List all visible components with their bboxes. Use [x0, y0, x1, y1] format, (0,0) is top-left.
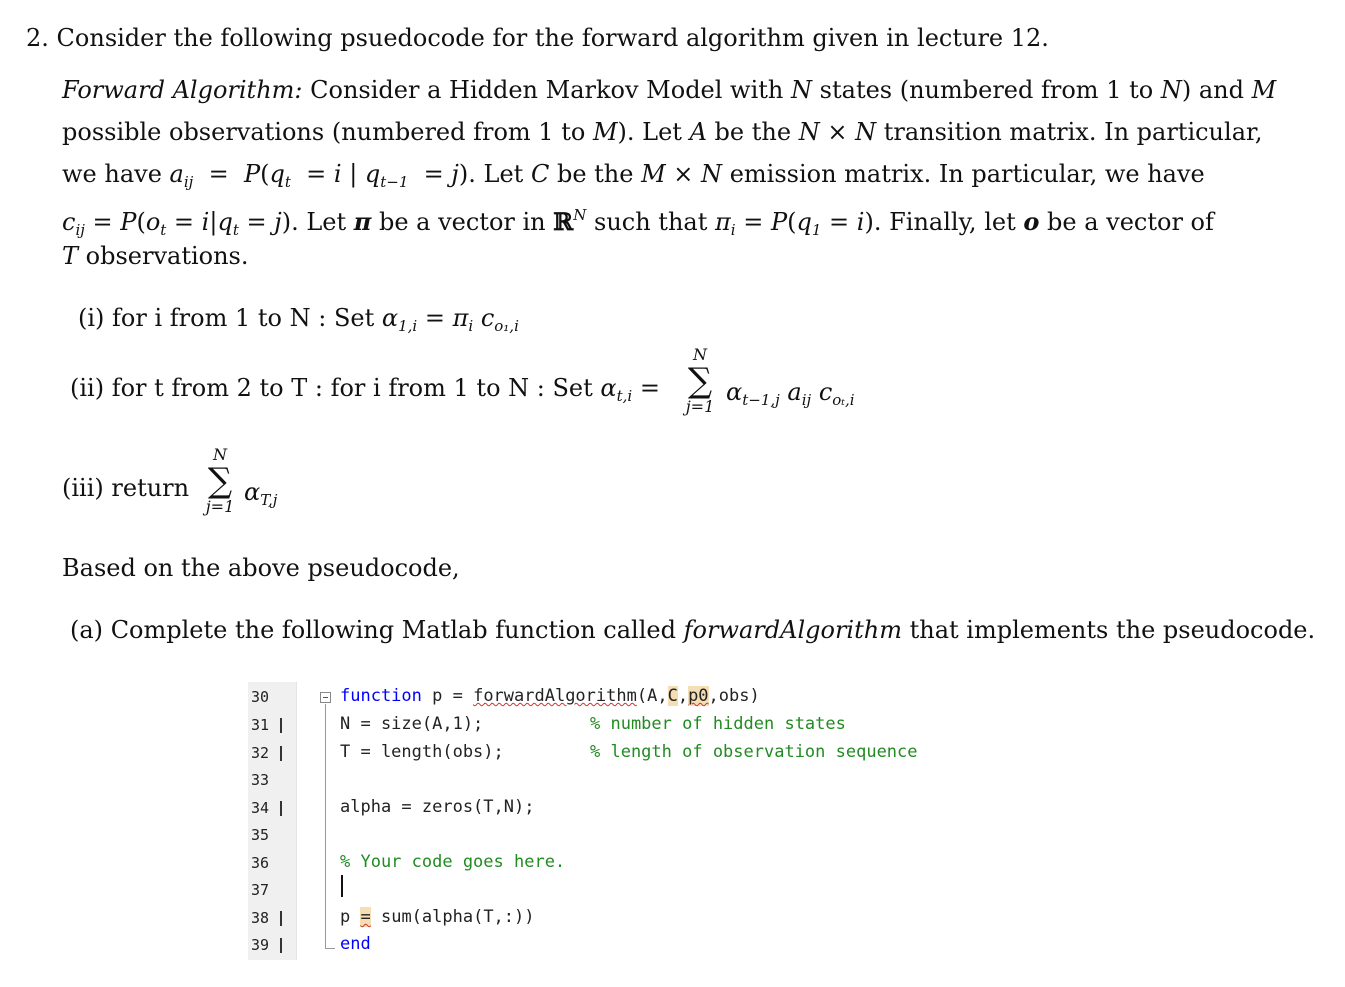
equation-alpha-lhs: $\alpha_{t,i}$ =: [600, 374, 660, 405]
code-line-34[interactable]: [340, 797, 534, 817]
definition-text: ) and: [1181, 76, 1244, 104]
code-line-36[interactable]: % Your code goes here.: [340, 852, 566, 872]
definition-text: Consider a Hidden Markov Model with: [310, 76, 784, 104]
definition-text: be the: [556, 160, 634, 188]
step-label: (iii): [62, 474, 104, 502]
definition-line-4: $c_{ij} = P(o_t = i|q_t = j)$. Let π be a vector in ℝ$^N$ such that $\pi_i = P(q_1 = i)$. Finally, let o be a vector of: [62, 206, 1214, 239]
code-line-31[interactable]: [340, 714, 483, 734]
step-label: (i): [78, 304, 105, 332]
definition-text: states (numbered from 1 to: [819, 76, 1154, 104]
definition-text: possible observations (numbered from 1 to: [62, 118, 586, 146]
highlighted-param: C: [667, 686, 678, 706]
equation-cij: $c_{ij} = P(o_t = i|q_t = j)$: [62, 208, 292, 239]
code-line-32[interactable]: [340, 742, 504, 762]
definition-text: transition matrix. In particular,: [883, 118, 1263, 146]
code-function-name: forwardAlgorithm: [473, 686, 637, 706]
part-text: Complete the following Matlab function called: [110, 616, 676, 644]
code-line-30[interactable]: [340, 686, 760, 706]
definition-line-5: T observations.: [62, 242, 249, 270]
code-text: ,obs): [708, 686, 760, 706]
breakpoint-dash[interactable]: [280, 938, 282, 953]
definition-line-3: we have $a_{ij} = P(q_t = i$ | $q_{t-1} = j$). Let C be the M × N emission matrix. In particular, we have: [62, 160, 1205, 191]
definition-text: . Finally, let: [873, 208, 1016, 236]
line-number: 38: [251, 909, 270, 927]
line-number: 31: [251, 716, 270, 734]
code-text: p: [340, 907, 361, 927]
code-text: N = size(A,1);: [340, 714, 484, 734]
code-text: T = length(obs);: [340, 742, 504, 762]
fold-guide-end: [325, 948, 335, 949]
code-line-39[interactable]: end: [340, 934, 371, 954]
breakpoint-dash[interactable]: [280, 746, 282, 761]
code-text: alpha = zeros(T,N);: [340, 797, 535, 817]
definition-line-2: possible observations (numbered from 1 to M). Let A be the N × N transition matrix. In particular,: [62, 118, 1263, 146]
definition-text: emission matrix. In particular, we have: [729, 160, 1205, 188]
step-text: for t from 2 to T : for i from 1 to N : Set: [111, 374, 593, 402]
step-text: return: [111, 474, 190, 502]
part-label: (a): [70, 616, 104, 644]
definition-line-1: Forward Algorithm: Consider a Hidden Markov Model with N states (numbered from 1 to N) and M: [62, 76, 1277, 104]
step-text: for i from 1 to N : Set: [112, 304, 375, 332]
code-comment: % length of observation sequence: [590, 742, 918, 762]
highlighted-operator: =: [360, 907, 371, 927]
text-cursor: [341, 875, 343, 897]
equation-aij: $a_{ij} = P(q_t = i$ | $q_{t-1} = j$): [169, 160, 469, 191]
line-number: 35: [251, 826, 270, 844]
definition-label: Forward Algorithm:: [62, 76, 303, 104]
code-text: sum(alpha(T,:)): [370, 907, 535, 927]
step-ii: [70, 376, 660, 408]
fold-guide: [325, 704, 326, 948]
line-number: 39: [251, 936, 270, 954]
step-label: (ii): [70, 374, 105, 402]
keyword: function: [340, 686, 422, 706]
line-number: 37: [251, 881, 270, 899]
line-number: 33: [251, 771, 270, 789]
line-number: 36: [251, 854, 270, 872]
part-text: that implements the pseudocode.: [909, 616, 1316, 644]
definition-text: . Let: [468, 160, 524, 188]
equation-alpha-rhs: $\alpha_{t-1,j}$ $a_{ij}$ $c_{o_t,i}$: [726, 378, 855, 409]
breakpoint-dash[interactable]: [280, 718, 282, 733]
question-number: 2.: [26, 24, 49, 52]
definition-text: be the: [714, 118, 792, 146]
definition-text: we have: [62, 160, 162, 188]
definition-text: be a vector of: [1047, 208, 1214, 236]
fold-toggle-icon[interactable]: [320, 692, 331, 703]
code-text: ,: [677, 686, 689, 706]
equation-alpha-init: $\alpha_{1,i} = \pi_i$ $c_{o_1,i}$: [381, 304, 519, 335]
code-comment: % number of hidden states: [590, 714, 846, 734]
definition-text: observations.: [85, 242, 249, 270]
function-name: forwardAlgorithm: [683, 616, 902, 644]
code-line-38[interactable]: [340, 907, 535, 927]
question-intro: Consider the following psuedocode for the forward algorithm given in lecture 12.: [56, 24, 1049, 52]
code-text: (A,: [636, 686, 668, 706]
code-editor[interactable]: [248, 682, 1008, 960]
definition-text: . Let: [291, 208, 347, 236]
equation-return: $\alpha_{T,j}$: [244, 478, 278, 509]
real-space: ℝ$^N$: [553, 206, 587, 236]
definition-text: such that: [594, 208, 708, 236]
part-a: [70, 618, 1315, 642]
line-number: 30: [251, 688, 270, 706]
code-text: p =: [421, 686, 474, 706]
line-number: 32: [251, 744, 270, 762]
step-iii: [62, 476, 189, 500]
breakpoint-dash[interactable]: [280, 911, 282, 926]
sigma-step-ii: N ∑ j=1: [685, 345, 715, 416]
breakpoint-dash[interactable]: [280, 801, 282, 816]
definition-text: ). Let: [617, 118, 682, 146]
based-on-text: Based on the above pseudocode,: [62, 554, 460, 582]
equation-pi: $\pi_i = P(q_1 = i)$: [715, 208, 874, 239]
line-number-gutter: [248, 682, 297, 960]
highlighted-param: p0: [688, 686, 709, 706]
line-number: 34: [251, 799, 270, 817]
sigma-step-iii: N ∑ j=1: [205, 445, 235, 516]
definition-text: be a vector in: [378, 208, 546, 236]
step-i: [78, 306, 519, 338]
question-heading: [26, 26, 1049, 50]
